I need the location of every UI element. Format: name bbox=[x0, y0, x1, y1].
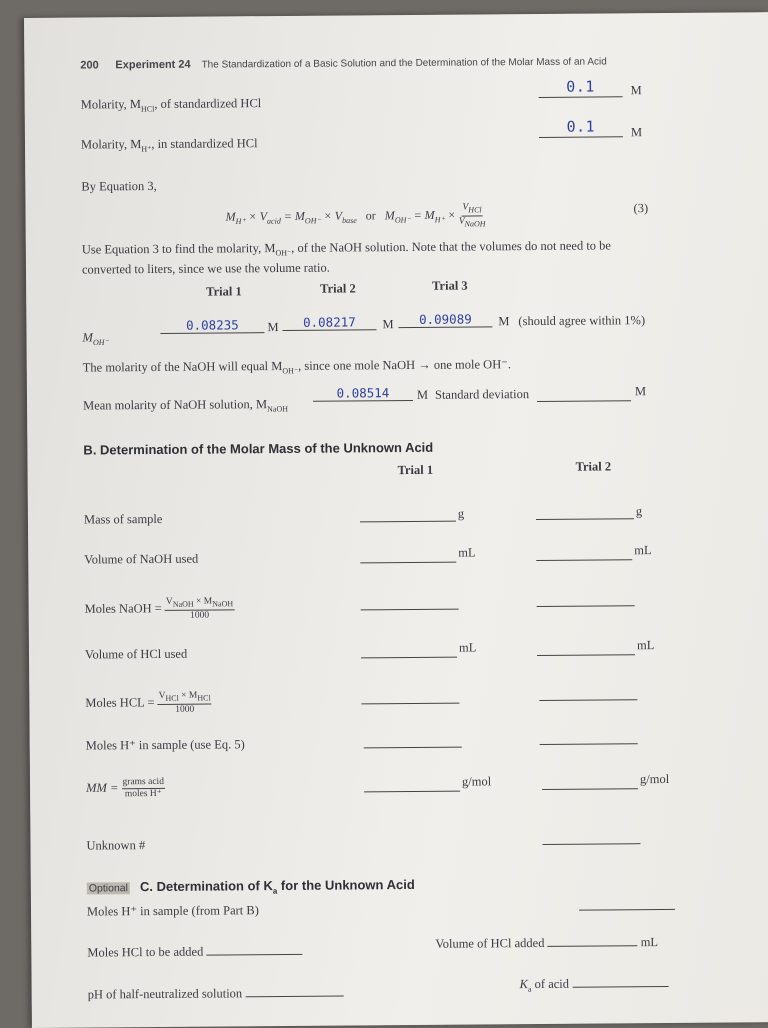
naoh-note: The molarity of the NaOH will equal $M_{OH^-}$, since one mole NaOH → one mole OH⁻. bbox=[82, 357, 511, 376]
molarity-hcl-value: 0.1 bbox=[566, 77, 595, 96]
trial-1-heading: Trial 1 bbox=[206, 284, 242, 299]
section-b-title: B. Determination of the Molar Mass of the Unknown Acid bbox=[83, 439, 434, 458]
equation-intro: By Equation 3, bbox=[81, 178, 157, 194]
moles-naoh-row bbox=[85, 596, 235, 622]
mass-label: Mass of sample bbox=[83, 511, 163, 527]
section-c-title: C. Determination of $K_a$ for the Unknown Acid bbox=[139, 876, 415, 896]
ka-row: $K_a$ of acid bbox=[520, 976, 669, 994]
moh-unit-2: M bbox=[382, 317, 394, 332]
mm-unit-2: g/mol bbox=[639, 771, 670, 787]
moles-hcl-add-field[interactable] bbox=[206, 944, 302, 956]
std-dev-field[interactable] bbox=[537, 386, 631, 402]
section-b-trial-2: Trial 2 bbox=[575, 459, 612, 474]
unknown-number-field[interactable] bbox=[542, 833, 640, 845]
std-dev-unit: M bbox=[634, 384, 647, 399]
mass-trial-1-field[interactable] bbox=[360, 509, 456, 523]
vol-naoh-unit-2: mL bbox=[634, 543, 652, 558]
moles-hcl-trial-2-field[interactable] bbox=[539, 689, 637, 701]
ph-half-row bbox=[88, 986, 344, 1003]
moh-label: $M_{OH^-}$ bbox=[82, 330, 109, 347]
vol-hcl-trial-2-field[interactable] bbox=[537, 642, 635, 656]
moles-hcl-add-row bbox=[87, 944, 302, 961]
moles-hcl-row bbox=[85, 691, 212, 717]
vol-hcl-added-field[interactable] bbox=[547, 935, 637, 947]
molarity-hcl-unit: M bbox=[630, 83, 642, 98]
instruction-line-1: Use Equation 3 to find the molarity, $M_{OH^-}$, of the NaOH solution. Note that the volumes do not need to be bbox=[81, 238, 611, 258]
mean-molarity-field[interactable] bbox=[313, 384, 413, 402]
optional-badge: Optional bbox=[88, 882, 128, 895]
mm-row bbox=[86, 777, 165, 801]
std-dev-label: Standard deviation bbox=[434, 387, 530, 402]
vol-hcl-added-unit: mL bbox=[640, 935, 659, 950]
unknown-number-label: Unknown # bbox=[86, 838, 146, 853]
molarity-hcl-label: Molarity, $M_{HCl}$, of standardized HCl bbox=[80, 96, 262, 114]
mass-trial-2-field[interactable] bbox=[536, 506, 634, 520]
molarity-hcl-field[interactable] bbox=[538, 77, 622, 98]
equation-3: $M_{H^+} \times V_{acid} = M_{OH^-} \times V_{base}$ or $M_{OH^-} = M_{H^+}$ × $\frac{V_{HCl}}{V_{NaOH}}$ bbox=[225, 202, 486, 229]
ph-half-field[interactable] bbox=[245, 986, 343, 998]
moles-h-part-b-label: Moles H⁺ in sample (from Part B) bbox=[86, 903, 259, 919]
vol-hcl-added-label: Volume of HCl added bbox=[435, 935, 545, 951]
molarity-h-unit: M bbox=[630, 125, 643, 140]
moh-trial-1-value: 0.08235 bbox=[186, 317, 239, 333]
moles-hcl-trial-1-field[interactable] bbox=[361, 693, 459, 705]
ka-field[interactable] bbox=[572, 976, 668, 988]
ka-label: of acid bbox=[531, 976, 570, 992]
moh-trial-3-field[interactable] bbox=[398, 310, 492, 328]
instruction-line-2: converted to liters, since we use the volume ratio. bbox=[81, 260, 330, 277]
mean-molarity-unit: M bbox=[416, 387, 429, 402]
vol-hcl-label: Volume of HCl used bbox=[84, 646, 188, 662]
section-b-trial-1: Trial 1 bbox=[397, 462, 434, 478]
moh-trial-3-value: 0.09089 bbox=[418, 311, 472, 327]
moles-h-trial-1-field[interactable] bbox=[364, 737, 462, 749]
mm-trial-2-field[interactable] bbox=[542, 778, 638, 790]
moles-naoh-trial-2-field[interactable] bbox=[537, 595, 635, 607]
vol-hcl-unit-1: mL bbox=[458, 640, 477, 655]
vol-naoh-unit-1: mL bbox=[458, 545, 476, 560]
moles-naoh-trial-1-field[interactable] bbox=[361, 599, 459, 611]
mm-unit-1: g/mol bbox=[461, 774, 492, 789]
moles-hcl-label: Moles HCL = bbox=[85, 695, 155, 710]
experiment-label: Experiment 24 bbox=[115, 58, 191, 72]
vol-naoh-trial-2-field[interactable] bbox=[536, 547, 632, 561]
moh-unit-1: M bbox=[267, 320, 279, 335]
mass-unit-1: g bbox=[457, 506, 465, 521]
moles-naoh-label: Moles NaOH = bbox=[84, 601, 162, 616]
mm-label: MM = bbox=[85, 780, 119, 795]
ph-half-label: pH of half-neutralized solution bbox=[87, 986, 243, 1002]
equation-number: (3) bbox=[633, 201, 649, 216]
moles-h-part-b-field[interactable] bbox=[579, 899, 675, 911]
vol-naoh-label: Volume of NaOH used bbox=[84, 551, 199, 567]
moles-h-label: Moles H⁺ in sample (use Eq. 5) bbox=[85, 737, 245, 753]
molarity-h-field[interactable] bbox=[539, 117, 623, 138]
moles-hcl-formula: $\frac{V_{HCl} \times M_{HCl}}{1000}$ bbox=[158, 690, 211, 715]
mm-trial-1-field[interactable] bbox=[364, 781, 460, 793]
worksheet-page bbox=[24, 12, 768, 1028]
molarity-h-value: 0.1 bbox=[566, 117, 596, 136]
mass-unit-2: g bbox=[635, 504, 643, 519]
moles-h-trial-2-field[interactable] bbox=[540, 733, 638, 745]
section-c-heading bbox=[87, 876, 415, 897]
trial-3-heading: Trial 3 bbox=[432, 278, 468, 293]
vol-hcl-trial-1-field[interactable] bbox=[361, 645, 457, 659]
mm-formula: $\frac{\text{grams acid}}{\text{moles H⁺}}$ bbox=[122, 776, 164, 800]
header-title: The Standardization of a Basic Solution and the Determination of the Molar Mass of an Acid bbox=[201, 56, 607, 71]
equation-ratio: $\frac{V_{HCl}}{V_{NaOH}}$ bbox=[458, 202, 486, 229]
trial-2-heading: Trial 2 bbox=[320, 281, 356, 296]
moles-hcl-add-label: Moles HCl to be added bbox=[87, 944, 204, 960]
page-number: 200 bbox=[80, 59, 99, 72]
moh-trial-1-field[interactable] bbox=[160, 316, 264, 334]
molarity-h-label: Molarity, $M_{H^+}$, in standardized HCl bbox=[80, 136, 258, 154]
mean-molarity-label: Mean molarity of NaOH solution, $M_{NaOH}$ bbox=[82, 397, 289, 414]
page-header bbox=[80, 55, 606, 71]
moles-naoh-formula: $\frac{V_{NaOH} \times M_{NaOH}}{1000}$ bbox=[165, 596, 234, 621]
vol-hcl-added-row bbox=[435, 935, 658, 952]
moh-trial-2-value: 0.08217 bbox=[302, 314, 356, 330]
vol-naoh-trial-1-field[interactable] bbox=[360, 550, 456, 564]
mean-molarity-value: 0.08514 bbox=[336, 385, 390, 401]
vol-hcl-unit-2: mL bbox=[636, 638, 655, 653]
moh-trial-2-field[interactable] bbox=[282, 313, 376, 331]
agreement-note: (should agree within 1%) bbox=[518, 313, 646, 329]
moh-unit-3: M bbox=[498, 314, 510, 329]
